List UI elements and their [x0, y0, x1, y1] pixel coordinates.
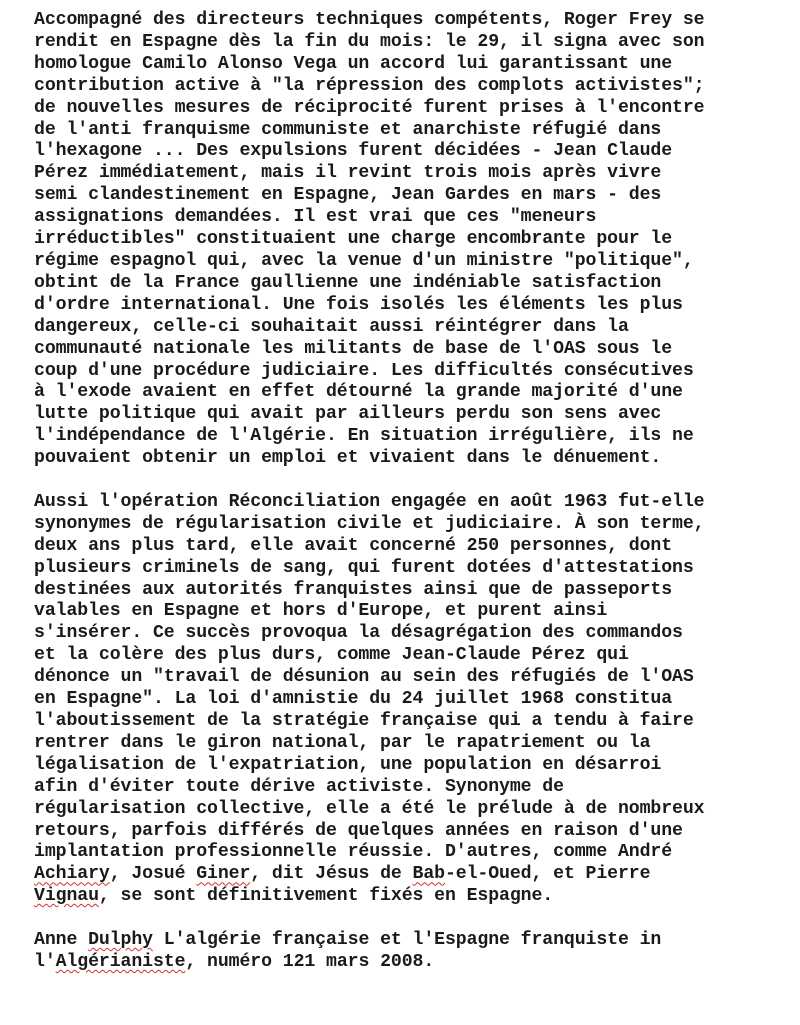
text-line: régularisation collective, elle a été le prélude à de nombreux	[34, 798, 705, 819]
text-line: pouvaient obtenir un emploi et vivaient dans le dénuement.	[34, 448, 662, 469]
text-line: dangereux, celle-ci souhaitait aussi réintégrer dans la	[34, 316, 629, 337]
text-line: régime espagnol qui, avec la venue d'un ministre "politique",	[34, 250, 694, 271]
citation-line	[34, 952, 774, 974]
text-line: Pérez immédiatement, mais il revint trois mois après vivre	[34, 163, 662, 184]
text-line: et la colère des plus durs, comme Jean-Claude Pérez qui	[34, 645, 629, 666]
text-line: en Espagne". La loi d'amnistie du 24 juillet 1968 constitua	[34, 689, 673, 710]
text-line: homologue Camilo Alonso Vega un accord lui garantissant une	[34, 53, 673, 74]
text-line: irréductibles" constituaient une charge encombrante pour le	[34, 229, 673, 250]
text-line: l'aboutissement de la stratégie française qui a tendu à faire	[34, 710, 694, 731]
text-line: s'insérer. Ce succès provoqua la désagrégation des commandos	[34, 623, 683, 644]
text-line	[34, 886, 774, 908]
paragraph-1	[34, 10, 774, 470]
text-line: Accompagné des directeurs techniques compétents, Roger Frey se	[34, 10, 705, 30]
text-line: plusieurs criminels de sang, qui furent dotées d'attestations	[34, 557, 694, 578]
text-run: , Josué	[109, 864, 197, 885]
text-line: communauté nationale les militants de base de l'OAS sous le	[34, 338, 673, 359]
spellcheck-flagged-word: Vignau	[34, 886, 99, 907]
spellcheck-flagged-word: Giner	[196, 864, 251, 885]
text-run: , se sont définitivement fixés en Espagne.	[98, 886, 554, 907]
text-line: l'hexagone ... Des expulsions furent décidées - Jean Claude	[34, 141, 673, 162]
text-run: -el-Oued, et Pierre	[444, 864, 651, 885]
text-line: dénonce un "travail de désunion au sein des réfugiés de l'OAS	[34, 667, 694, 688]
text-line: de l'anti franquisme communiste et anarchiste réfugié dans	[34, 119, 662, 140]
text-line: obtint de la France gaullienne une indéniable satisfaction	[34, 272, 662, 293]
spellcheck-flagged-word: Achiary	[34, 864, 110, 885]
text-run: Anne	[34, 930, 89, 951]
text-line: de nouvelles mesures de réciprocité furent prises à l'encontre	[34, 97, 705, 118]
citation-line	[34, 930, 774, 952]
spellcheck-flagged-word: Bab	[412, 864, 445, 885]
text-line: retours, parfois différés de quelques années en raison d'une	[34, 820, 683, 841]
spellcheck-flagged-word: Dulphy	[88, 930, 153, 951]
text-line: légalisation de l'expatriation, une population en désarroi	[34, 754, 662, 775]
text-line: à l'exode avaient en effet détourné la grande majorité d'une	[34, 382, 683, 403]
text-line: destinées aux autorités franquistes ainsi que de passeports	[34, 579, 673, 600]
paragraph-spacer	[34, 470, 774, 492]
text-line	[34, 864, 774, 886]
text-run: , numéro 121 mars 2008.	[185, 951, 435, 972]
text-line: deux ans plus tard, elle avait concerné 250 personnes, dont	[34, 535, 673, 556]
text-line: lutte politique qui avait par ailleurs perdu son sens avec	[34, 404, 662, 425]
spellcheck-flagged-word: Algérianiste	[55, 951, 186, 972]
text-line: Aussi l'opération Réconciliation engagée en août 1963 fut-elle	[34, 491, 705, 512]
text-line: contribution active à "la répression des complots activistes";	[34, 75, 705, 96]
paragraph-2	[34, 492, 774, 908]
citation	[34, 930, 774, 974]
text-line: rendit en Espagne dès la fin du mois: le 29, il signa avec son	[34, 31, 705, 52]
text-line: d'ordre international. Une fois isolés les éléments les plus	[34, 294, 683, 315]
text-line: assignations demandées. Il est vrai que ces "meneurs	[34, 207, 597, 228]
text-run: L'algérie française et l'Espagne franquiste in	[152, 930, 662, 951]
text-line: rentrer dans le giron national, par le rapatriement ou la	[34, 732, 651, 753]
text-run: , dit Jésus de	[250, 864, 413, 885]
text-line: afin d'éviter toute dérive activiste. Synonyme de	[34, 776, 564, 797]
text-line: synonymes de régularisation civile et judiciaire. À son terme,	[34, 513, 705, 534]
paragraph-spacer	[34, 908, 774, 930]
text-line: coup d'une procédure judiciaire. Les difficultés consécutives	[34, 360, 694, 381]
document-page	[34, 10, 774, 974]
text-line: semi clandestinement en Espagne, Jean Gardes en mars - des	[34, 185, 662, 206]
text-run: l'	[34, 951, 56, 972]
text-line: implantation professionnelle réussie. D'autres, comme André	[34, 842, 673, 863]
text-line: valables en Espagne et hors d'Europe, et purent ainsi	[34, 601, 608, 622]
text-line: l'indépendance de l'Algérie. En situation irrégulière, ils ne	[34, 426, 694, 447]
